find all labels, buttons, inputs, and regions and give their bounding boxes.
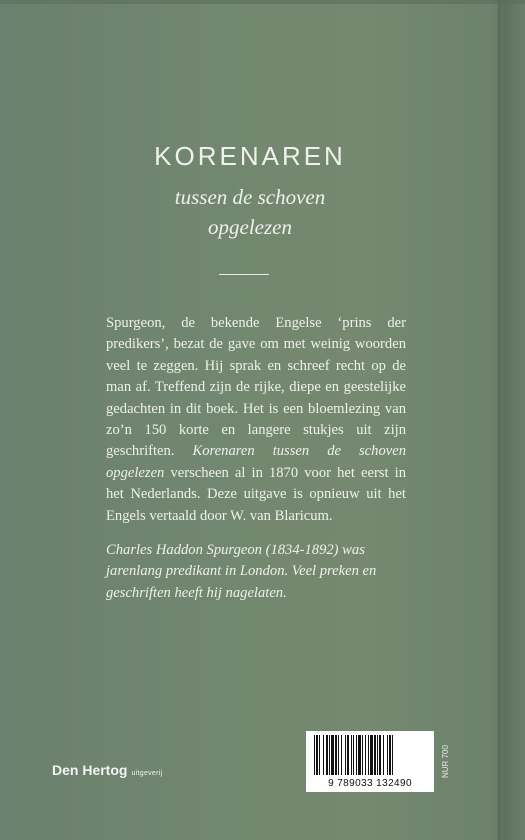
publisher-subtitle: uitgeverij: [131, 770, 163, 777]
barcode-bar: [379, 735, 381, 775]
barcode-bar: [314, 735, 315, 775]
barcode-bar: [383, 735, 384, 775]
publisher-name: Den Hertog: [52, 762, 128, 778]
blurb-part-1: Spurgeon, de bekende Engelse ‘prins der predikers’, bezat de gave om met weinig woorden veel te zeggen. Hij sprak en schreef recht op de man af. Treffend zijn de rijke, diepe en geestelijke gedachten in dit boek. Het is een bloemlezing van zo’n 150 korte en langere stukjes uit zijn geschriften.: [106, 315, 406, 460]
barcode-bar: [362, 735, 363, 775]
barcode-bar: [351, 735, 352, 775]
book-subtitle: [0, 182, 500, 242]
barcode-bar: [374, 735, 376, 775]
blurb-part-2: verscheen al in 1870 voor het eerst in het Nederlands. Deze uitgave is opnieuw uit het Engels vertaald door W. van Blaricum.: [106, 464, 406, 524]
barcode-bar: [392, 735, 393, 775]
barcode-bar: [356, 735, 357, 775]
barcode-bar: [338, 735, 339, 775]
barcode-bar: [335, 735, 337, 775]
book-title: KORENAREN: [154, 141, 346, 171]
divider-rule: [219, 274, 269, 275]
blurb-book-title-italic: Korenaren tussen de schoven opgelezen: [106, 443, 406, 481]
barcode-bar: [329, 735, 330, 775]
barcode: [306, 731, 434, 792]
barcode-bar: [368, 735, 369, 775]
subtitle-line-2: opgelezen: [208, 215, 292, 239]
barcode-bar: [331, 735, 334, 775]
cover-top-edge: [0, 0, 525, 4]
barcode-bar: [387, 735, 388, 775]
publisher-logo: [52, 762, 162, 778]
barcode-bar: [345, 735, 346, 775]
barcode-bar: [316, 735, 318, 775]
barcode-bar: [377, 735, 378, 775]
isbn-number: 9 789033 132490: [328, 778, 412, 789]
barcode-bar: [353, 735, 354, 775]
blurb-text: [106, 313, 406, 527]
barcode-bar: [358, 735, 361, 775]
barcode-bar: [319, 735, 320, 775]
barcode-bars: [312, 735, 428, 775]
barcode-bar: [323, 735, 324, 775]
spine-edge: [498, 0, 501, 840]
barcode-bar: [389, 735, 391, 775]
barcode-bar: [365, 735, 366, 775]
subtitle-line-1: tussen de schoven: [174, 185, 326, 209]
barcode-bar: [347, 735, 349, 775]
author-note: Charles Haddon Spurgeon (1834-1892) was jarenlang predikant in London. Veel preken en geschriften heeft hij nagelaten.: [106, 542, 377, 601]
barcode-bar: [326, 735, 328, 775]
nur-code: NUR 700: [441, 745, 450, 779]
barcode-bar: [341, 735, 342, 775]
barcode-bar: [370, 735, 373, 775]
